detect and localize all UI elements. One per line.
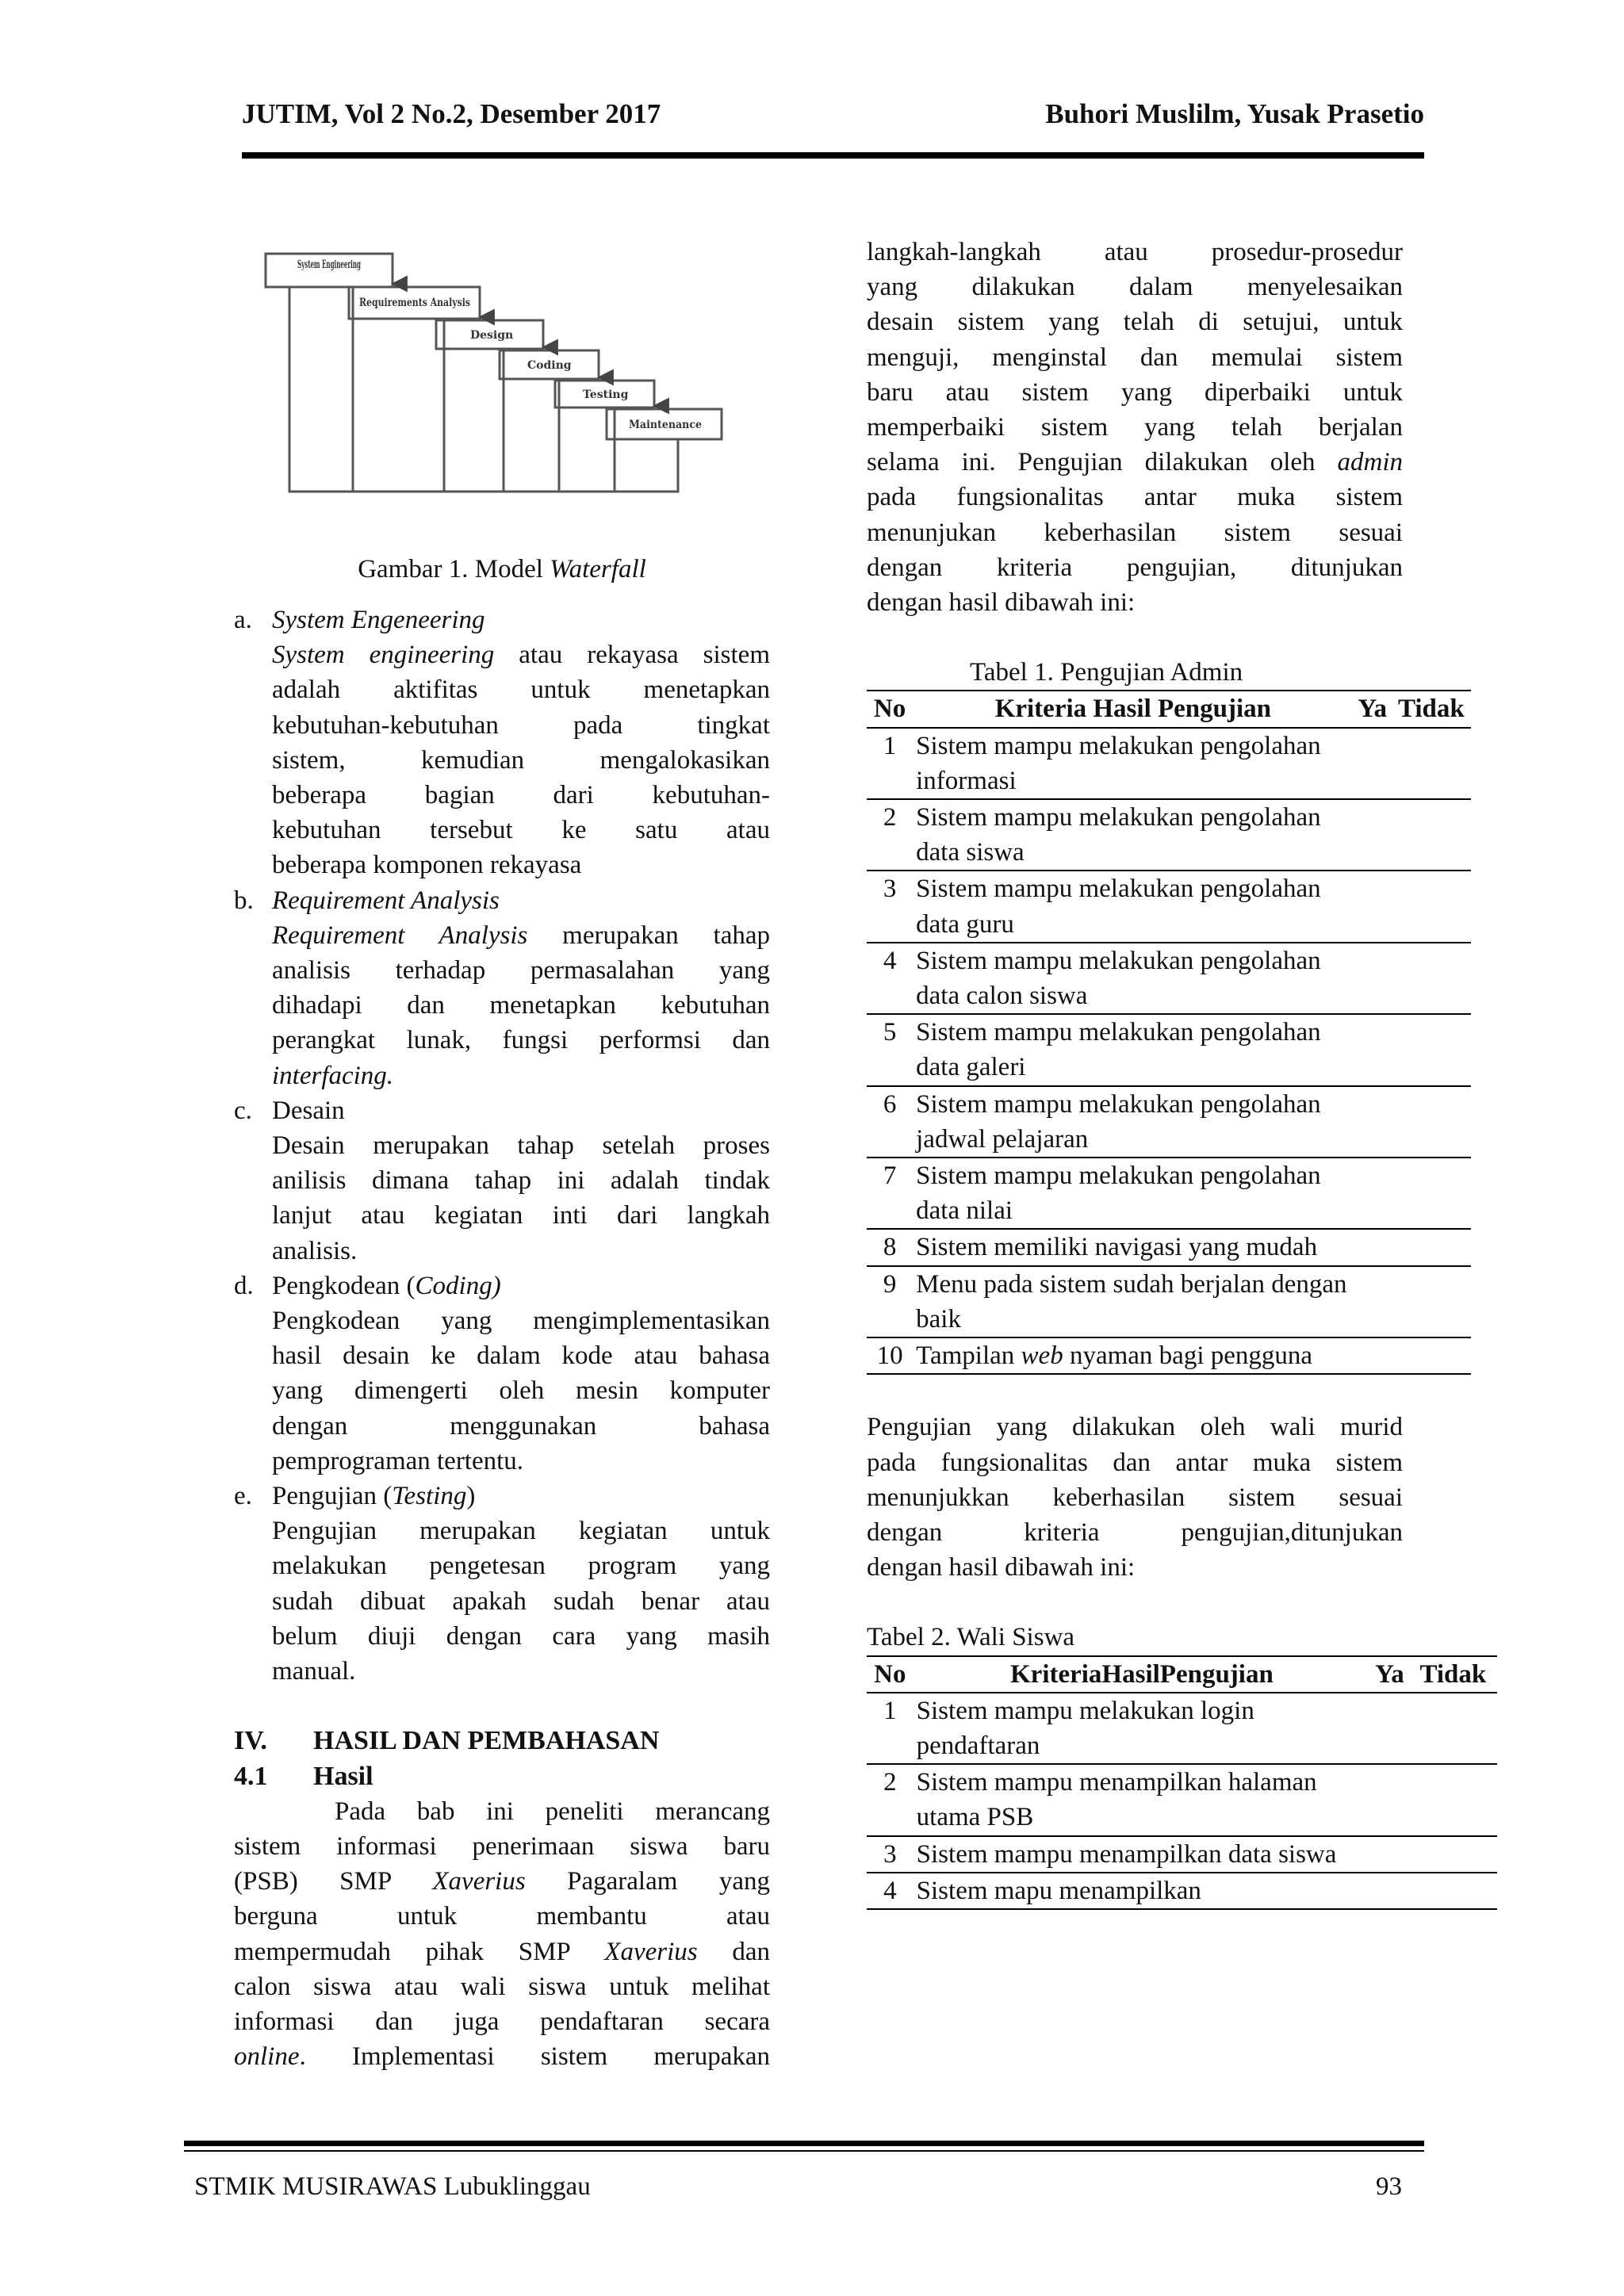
table-row: 9 Menu pada sistem sudah berjalan dengan baik [867, 1266, 1471, 1337]
intro-paragraph: langkah-langkah atau prosedur-prosedur yang dilakukan dalam menyelesaikan desain sistem yang telah di setujui, untuk menguji, menginstal dan memulai sistem baru atau sistem yang diperbaiki untuk memperbaiki sistem yang telah berjalan selama ini. Pengujian dilakukan oleh admin pada fungsionalitas antar muka sistem menunjukan keberhasilan sistem sesuai dengan kriteria pengujian, ditunjukan dengan hasil dibawah ini: [867, 238, 1403, 618]
table-row: 1 Sistem mampu melakukan pengolahan informasi [867, 728, 1471, 799]
footer-institution: STMIK MUSIRAWAS Lubuklinggau [194, 2172, 591, 2201]
item-title: System Engeneering [272, 606, 485, 634]
list-item-c: c. Desain Desain merupakan tahap setelah proses anilisis dimana tahap ini adalah tindak lanjut atau kegiatan inti dari langkah analisis. [234, 1093, 770, 1269]
figure-caption: Gambar 1. Model Waterfall [358, 555, 646, 584]
section-heading: IV. HASIL DAN PEMBAHASAN [234, 1726, 660, 1756]
table-row: 1 Sistem mampu melakukan login pendaftaran [867, 1693, 1497, 1764]
stage-label: System Engineering [297, 258, 362, 271]
col-header-tidak: Tidak [1409, 1656, 1497, 1693]
table-row: 2 Sistem mampu melakukan pengolahan data siswa [867, 799, 1471, 871]
table-wali-siswa [867, 1655, 1497, 1910]
table-row: 10 Tampilan web nyaman bagi pengguna [867, 1337, 1471, 1374]
hasil-paragraph: Pada bab ini peneliti merancang sistem informasi penerimaan siswa baru (PSB) SMP Xaverius Pagaralam yang berguna untuk membantu atau mempermudah pihak SMP Xaverius dan calon siswa atau wali siswa untuk melihat informasi dan juga pendaftaran secara online. Implementasi sistem merupakan [234, 1797, 770, 2072]
list-item-a: a. System Engeneering System engineering atau rekayasa sistem adalah aktifitas untuk menetapkan kebutuhan-kebutuhan pada tingkat sistem, kemudian mengalokasikan beberapa bagian dari kebutuhan- kebutuhan tersebut ke satu atau beberapa komponen rekayasa [234, 603, 770, 883]
table-row: 7 Sistem mampu melakukan pengolahan data nilai [867, 1158, 1471, 1229]
item-title: Pengujian (Testing) [272, 1482, 476, 1511]
subsection-heading: 4.1 Hasil [234, 1761, 373, 1791]
col-header-ya: Ya [1370, 1656, 1409, 1693]
wali-paragraph: Pengujian yang dilakukan oleh wali murid pada fungsionalitas dan antar muka sistem menunjukkan keberhasilan sistem sesuai dengan kriteria pengujian,ditunjukan dengan hasil dibawah ini: [867, 1413, 1403, 1582]
journal-info: JUTIM, Vol 2 No.2, Desember 2017 [242, 98, 661, 129]
col-header-criteria: KriteriaHasilPengujian [914, 1656, 1371, 1693]
stage-label: Coding [527, 359, 572, 372]
col-header-no: No [867, 691, 913, 727]
header-rule [242, 152, 1424, 159]
item-title: Pengkodean (Coding) [272, 1271, 501, 1300]
col-header-ya: Ya [1354, 691, 1392, 727]
table1-caption: Tabel 1. Pengujian Admin [970, 658, 1243, 687]
item-title: Desain [272, 1096, 345, 1125]
table-admin [867, 690, 1471, 1375]
col-header-tidak: Tidak [1392, 691, 1471, 727]
col-header-no: No [867, 1656, 914, 1693]
table-row: 4 Sistem mapu menampilkan [867, 1873, 1497, 1909]
table-row: 6 Sistem mampu melakukan pengolahan jadwal pelajaran [867, 1086, 1471, 1158]
author-names: Buhori Muslilm, Yusak Prasetio [1045, 98, 1424, 129]
col-header-criteria: Kriteria Hasil Pengujian [913, 691, 1353, 727]
table-row: 5 Sistem mampu melakukan pengolahan data galeri [867, 1014, 1471, 1085]
stage-label: Requirements Analysis [359, 297, 471, 309]
stage-label: Testing [583, 388, 629, 401]
list-item-d: d. Pengkodean (Coding) Pengkodean yang mengimplementasikan hasil desain ke dalam kode atau bahasa yang dimengerti oleh mesin komputer dengan menggunakan bahasa pemprograman tertentu. [234, 1269, 770, 1479]
table2-caption: Tabel 2. Wali Siswa [867, 1623, 1075, 1652]
table-row: 4 Sistem mampu melakukan pengolahan data calon siswa [867, 943, 1471, 1014]
right-column [867, 235, 1487, 1910]
waterfall-diagram [258, 238, 749, 515]
table-row: 3 Sistem mampu menampilkan data siswa [867, 1836, 1497, 1873]
table-row: 3 Sistem mampu melakukan pengolahan data guru [867, 871, 1471, 942]
footer-rule-thin [184, 2150, 1424, 2152]
item-title: Requirement Analysis [272, 886, 500, 915]
list-item-b: b. Requirement Analysis Requirement Analysis merupakan tahap analisis terhadap permasalahan yang dihadapi dan menetapkan kebutuhan perangkat lunak, fungsi performsi dan interfacing. [234, 883, 770, 1093]
list-item-e: e. Pengujian (Testing) Pengujian merupakan kegiatan untuk melakukan pengetesan program yang sudah dibuat apakah sudah benar atau belum diuji dengan cara yang masih manual. [234, 1479, 770, 1689]
table-row: 2 Sistem mampu menampilkan halaman utama PSB [867, 1764, 1497, 1835]
stage-label: Design [470, 329, 514, 342]
left-column [234, 603, 770, 2074]
table-row: 8 Sistem memiliki navigasi yang mudah [867, 1229, 1471, 1265]
footer-rule [184, 2141, 1424, 2146]
page-number: 93 [1376, 2172, 1402, 2201]
stage-label: Maintenance [629, 419, 703, 431]
feedback-line [289, 287, 353, 492]
